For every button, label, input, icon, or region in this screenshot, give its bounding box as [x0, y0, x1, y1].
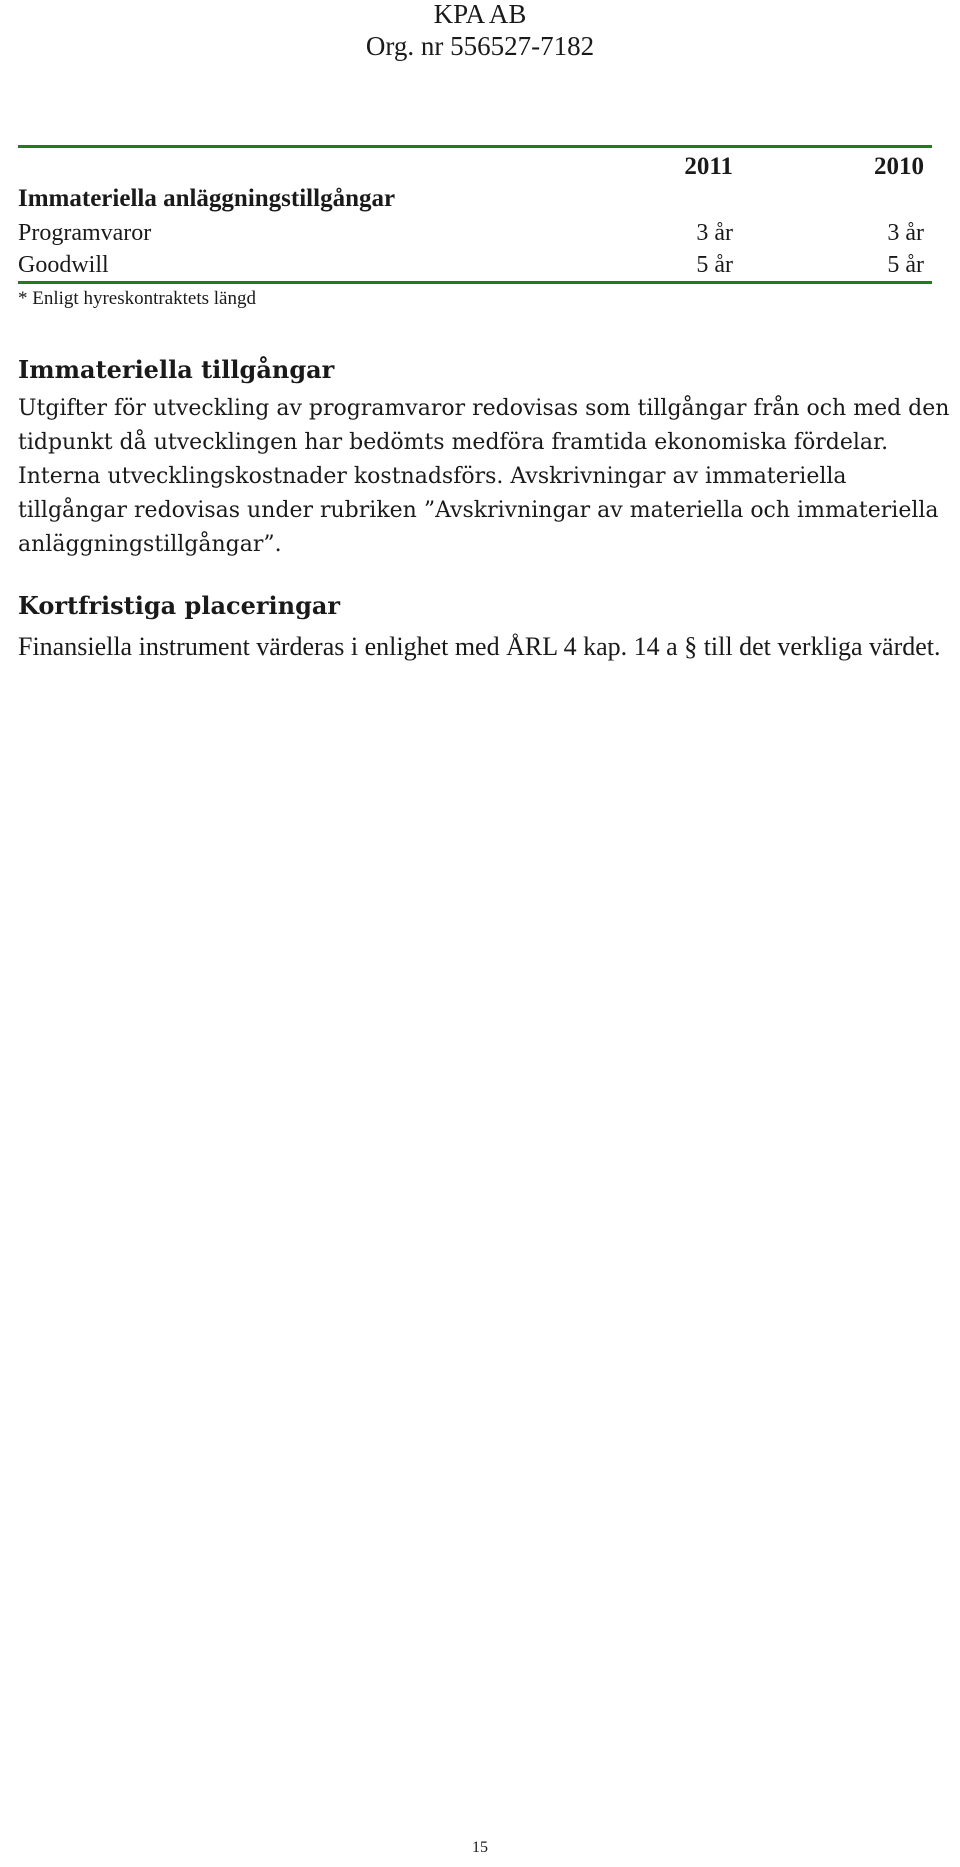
section-heading-kortfristiga-placeringar: Kortfristiga placeringar: [18, 591, 341, 620]
year-column-2010: 2010: [874, 153, 924, 180]
page-number: 15: [472, 1839, 488, 1856]
table-bottom-rule: [18, 281, 932, 284]
row-value-2010: 3 år: [887, 220, 924, 246]
row-label-goodwill: Goodwill: [18, 252, 109, 278]
table-footnote: * Enligt hyreskontraktets längd: [18, 288, 256, 309]
row-value-2011: 3 år: [696, 220, 733, 246]
row-value-2011: 5 år: [696, 252, 733, 278]
org-number: Org. nr 556527-7182: [365, 31, 595, 61]
table-row: [18, 218, 928, 248]
section-heading-immateriella-tillgangar: Immateriella tillgångar: [18, 355, 335, 384]
row-value-2010: 5 år: [887, 252, 924, 278]
company-name: KPA AB: [433, 0, 527, 29]
page-header: [0, 0, 960, 62]
table-top-rule: [18, 145, 932, 148]
table-section-row: [18, 184, 928, 214]
table-row: [18, 250, 928, 280]
year-column-2011: 2011: [684, 153, 733, 180]
table-section-title: Immateriella anläggningstillgångar: [18, 185, 396, 212]
table-year-header-row: [18, 152, 928, 182]
section-text-kortfristiga-placeringar: Finansiella instrument värderas i enlighet med ÅRL 4 kap. 14 a § till det verkliga värdet.: [18, 632, 941, 661]
row-label-programvaror: Programvaror: [18, 220, 152, 246]
section-text-immateriella-tillgangar: Utgifter för utveckling av programvaror redovisas som tillgångar från och med den tidpunkt då utvecklingen har bedömts medföra framtida ekonomiska fördelar. Interna utvecklingskostnader kostnadsförs. Avskrivningar av immateriella tillgångar redovisas under rubriken ”Avskrivningar av materiella och immateriella anläggningstillgångar”.: [18, 396, 950, 557]
